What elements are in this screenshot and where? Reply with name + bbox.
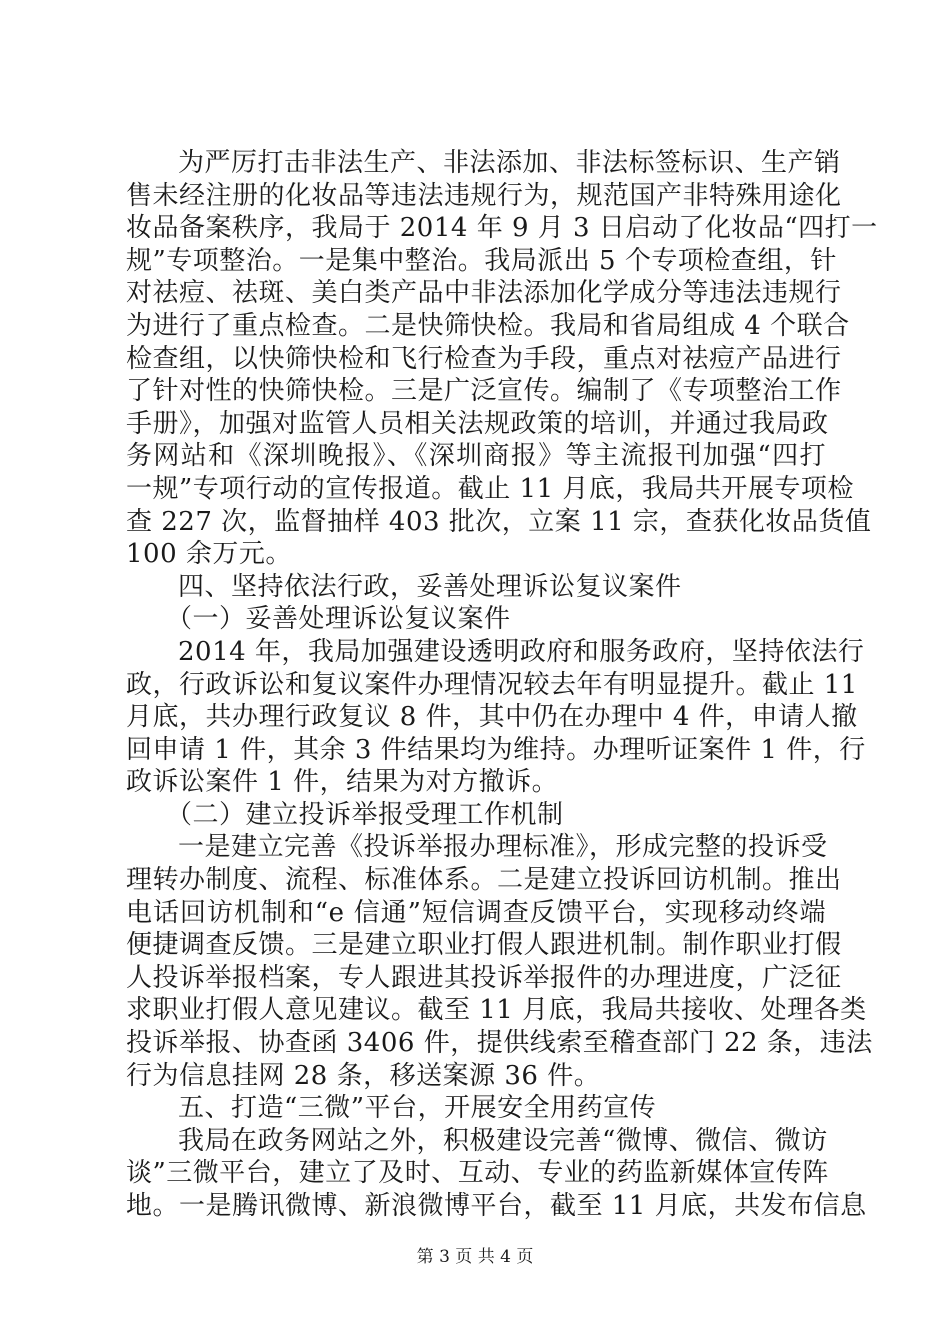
paragraph-line: 行为信息挂网 28 条，移送案源 36 件。 (126, 1060, 601, 1091)
subsection-heading: （一）妥善处理诉讼复议案件 (166, 604, 511, 635)
paragraph-line: 回申请 1 件，其余 3 件结果均为维持。办理听证案件 1 件，行 (126, 734, 866, 765)
section-heading: 四、坚持依法行政，妥善处理诉讼复议案件 (178, 571, 682, 602)
paragraph-line: 政，行政诉讼和复议案件办理情况较去年有明显提升。截止 11 (126, 669, 858, 700)
paragraph-line: 查 227 次，监督抽样 403 批次，立案 11 宗，查获化妆品货值 (126, 506, 872, 537)
paragraph-line: 100 余万元。 (126, 539, 292, 570)
paragraph-line: 2014 年，我局加强建设透明政府和服务政府，坚持依法行 (178, 636, 865, 667)
paragraph-line: 了针对性的快筛快检。三是广泛宣传。编制了《专项整治工作 (126, 376, 842, 407)
paragraph-line: 为进行了重点检查。二是快筛快检。我局和省局组成 4 个联合 (126, 310, 850, 341)
paragraph-line: 求职业打假人意见建议。截至 11 月底，我局共接收、处理各类 (126, 995, 867, 1026)
paragraph-line: 谈”三微平台，建立了及时、互动、专业的药监新媒体宣传阵 (126, 1158, 829, 1189)
subsection-heading: （二）建立投诉举报受理工作机制 (166, 799, 564, 830)
paragraph-line: 规”专项整治。一是集中整治。我局派出 5 个专项检查组，针 (126, 245, 837, 276)
paragraph-line: 手册》，加强对监管人员相关法规政策的培训，并通过我局政 (126, 408, 829, 439)
paragraph-line: 人投诉举报档案，专人跟进其投诉举报件的办理进度，广泛征 (126, 962, 842, 993)
paragraph-line: 检查组，以快筛快检和飞行检查为手段，重点对祛痘产品进行 (126, 343, 842, 374)
paragraph-line: 为严厉打击非法生产、非法添加、非法标签标识、生产销 (178, 148, 841, 178)
paragraph-line: 我局在政务网站之外，积极建设完善“微博、微信、微访 (178, 1125, 828, 1156)
paragraph-line: 务网站和《深圳晚报》、《深圳商报》等主流报刊加强“四打 (126, 441, 826, 472)
paragraph-line: 理转办制度、流程、标准体系。二是建立投诉回访机制。推出 (126, 865, 842, 896)
paragraph-line: 一是建立完善《投诉举报办理标准》，形成完整的投诉受 (178, 832, 828, 863)
paragraph-line: 电话回访机制和“e 信通”短信调查反馈平台，实现移动终端 (126, 897, 826, 928)
document-body (126, 147, 878, 1223)
paragraph-line: 对祛痘、祛斑、美白类产品中非法添加化学成分等违法违规行 (126, 278, 842, 309)
paragraph-line: 妆品备案秩序，我局于 2014 年 9 月 3 日启动了化妆品“四打一 (126, 213, 878, 244)
page-number: 第 3 页 共 4 页 (416, 1247, 534, 1267)
paragraph-line: 政诉讼案件 1 件，结果为对方撤诉。 (126, 767, 559, 798)
paragraph-line: 便捷调查反馈。三是建立职业打假人跟进机制。制作职业打假 (126, 930, 842, 961)
paragraph-line: 月底，共办理行政复议 8 件，其中仍在办理中 4 件，申请人撤 (126, 702, 858, 733)
section-heading: 五、打造“三微”平台，开展安全用药宣传 (178, 1093, 657, 1124)
paragraph-line: 售未经注册的化妆品等违法违规行为，规范国产非特殊用途化 (126, 180, 842, 211)
paragraph-line: 投诉举报、协查函 3406 件，提供线索至稽查部门 22 条，违法 (126, 1028, 873, 1059)
paragraph-line: 地。一是腾讯微博、新浪微博平台，截至 11 月底，共发布信息 (126, 1191, 867, 1221)
paragraph-line: 一规”专项行动的宣传报道。截止 11 月底，我局共开展专项检 (126, 473, 854, 504)
